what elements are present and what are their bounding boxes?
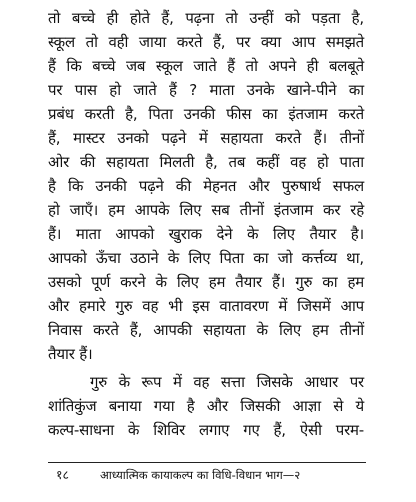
text-line: और हमारे गुरु वह भी इस वातावरण में जिसमें आप <box>48 297 364 315</box>
text-line: हैं, मास्टर उनको पढ़ने में सहायता करते हैं। तीनों <box>48 129 364 147</box>
text-line: उसको पूर्ण करने के लिए हम तैयार हैं। गुरु का हम <box>48 273 364 291</box>
text-line: हो जाएँ। हम आपके लिए सब तीनों इंतजाम कर रहे <box>48 201 364 219</box>
text-line: है कि उनकी पढ़ने की मेहनत और पुरुषार्थ सफल <box>48 177 364 195</box>
text-line: शांतिकुंज बनाया गया है और जिसकी आज्ञा से ये <box>48 397 364 415</box>
text-line: तो बच्चे ही होते हैं, पढ़ना तो उन्हीं को पड़ता है, <box>48 9 364 27</box>
text-line: ओर की सहायता मिलती है, तब कहीं वह हो पाता <box>48 153 364 171</box>
page-number: १८ <box>56 467 70 482</box>
text-line: कल्प-साधना के शिविर लगाए गए हैं, ऐसी परम- <box>48 421 364 439</box>
text-line: आपको ऊँचा उठाने के लिए पिता का जो कर्त्तव्य था, <box>48 249 364 267</box>
text-line: स्कूल तो वही जाया करते हैं, पर क्या आप समझते <box>48 33 364 51</box>
footer-rule <box>48 462 366 463</box>
text-line: पर पास हो जाते हैं ? माता उनके खाने-पीने का <box>48 81 364 99</box>
text-line: प्रबंध करती है, पिता उनकी फीस का इंतजाम करते <box>48 105 364 123</box>
text-line: हैं कि बच्चे जब स्कूल जाते हैं तो अपने ही बलबूते <box>48 57 364 75</box>
text-line-paragraph-end: तैयार हैं। <box>48 345 93 363</box>
running-title: आध्यात्मिक कायाकल्प का विधि-विधान भाग—२ <box>100 468 301 482</box>
text-line: निवास करते हैं, आपकी सहायता के लिए हम तीनों <box>48 321 364 339</box>
text-line-paragraph-start: गुरु के रूप में वह सत्ता जिसके आधार पर <box>90 373 364 391</box>
text-line: हैं। माता आपको खुराक देने के लिए तैयार है। <box>48 225 364 243</box>
